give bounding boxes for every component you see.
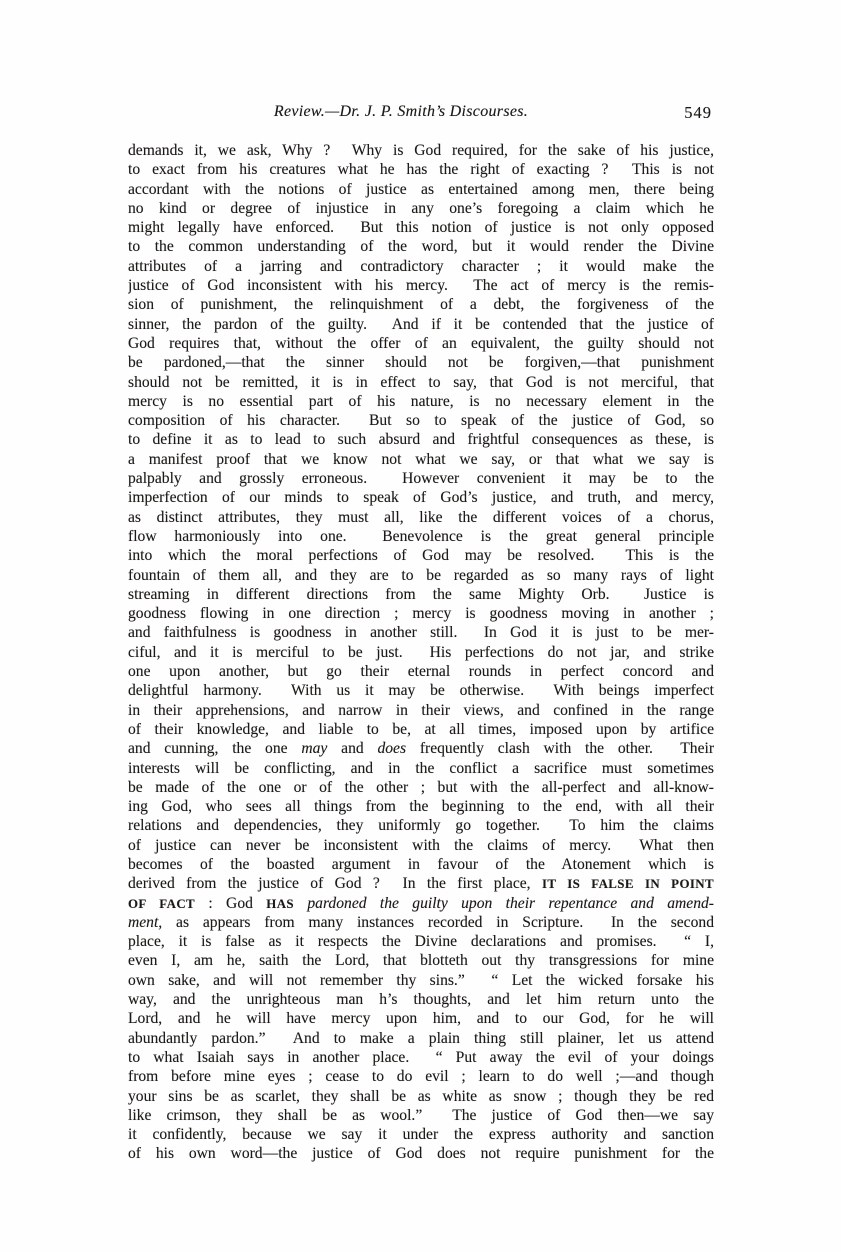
- text-segment: derived from the justice of God ? In the first place,: [128, 875, 542, 893]
- text-segment: in their apprehensions, and narrow in their views, and confined in the range: [128, 701, 714, 719]
- italic-text: does: [377, 740, 407, 758]
- text-line: [128, 681, 714, 700]
- text-line: [128, 816, 714, 835]
- text-line: [128, 411, 714, 430]
- text-line: [128, 932, 714, 951]
- text-line: [128, 237, 714, 256]
- text-line: [128, 218, 714, 237]
- small-caps-text: IT IS FALSE IN POINT: [541, 877, 714, 892]
- text-segment: becomes of the boasted argument in favour of the Atonement which is: [128, 855, 714, 873]
- text-line: [128, 527, 714, 546]
- small-caps-text: OF FACT: [128, 896, 196, 911]
- running-header-title: Review.—Dr. J. P. Smith’s Discourses.: [273, 103, 529, 120]
- text-line: [128, 315, 714, 334]
- text-line: [128, 469, 714, 488]
- text-segment: Lord, and he will have mercy upon him, and to our God, for he will: [128, 1010, 714, 1028]
- text-segment: be made of the one or of the other ; but with the all-perfect and all-know-: [128, 778, 714, 796]
- text-line: [128, 450, 714, 469]
- text-segment: as distinct attributes, they must all, like the different voices of a chorus,: [128, 508, 714, 526]
- text-segment: no kind or degree of injustice in any one’s foregoing a claim which he: [128, 199, 714, 217]
- text-line: [128, 566, 714, 585]
- text-line: [128, 739, 714, 758]
- text-line: [128, 971, 714, 990]
- text-segment: goodness flowing in one direction ; mercy is goodness moving in another ;: [128, 605, 714, 623]
- text-line: [128, 160, 714, 179]
- text-line: [128, 180, 714, 199]
- small-caps-text: HAS: [266, 896, 294, 911]
- text-segment: attributes of a jarring and contradictory character ; it would make the: [128, 257, 714, 275]
- text-segment: as appears from many instances recorded in Scripture. In the second: [162, 913, 714, 931]
- text-segment: and faithfulness is goodness in another still. In God it is just to be mer-: [128, 624, 714, 642]
- running-header: [128, 103, 714, 124]
- text-segment: sion of punishment, the relinquishment of a debt, the forgiveness of the: [128, 296, 714, 314]
- text-segment: of their knowledge, and liable to be, at all times, imposed upon by artifice: [128, 720, 714, 738]
- text-line: [128, 701, 714, 720]
- text-segment: composition of his character. But so to speak of the justice of God, so: [128, 412, 714, 430]
- text-line: [128, 1067, 714, 1086]
- text-line: [128, 1087, 714, 1106]
- text-segment: to define it as to lead to such absurd and frightful consequences as these, is: [128, 431, 714, 449]
- text-line: [128, 373, 714, 392]
- text-segment: streaming in different directions from the same Mighty Orb. Justice is: [128, 585, 714, 603]
- text-segment: [294, 895, 307, 912]
- text-line: [128, 623, 714, 642]
- text-line: [128, 141, 714, 160]
- text-line: [128, 990, 714, 1009]
- italic-text: ment,: [128, 913, 163, 931]
- italic-text: may: [301, 740, 328, 758]
- text-line: [128, 951, 714, 970]
- text-segment: : God: [195, 894, 267, 912]
- text-segment: imperfection of our minds to speak of God’s justice, and truth, and mercy,: [128, 489, 714, 507]
- text-segment: interests will be conflicting, and in the conflict a sacrifice must sometimes: [128, 759, 714, 777]
- text-segment: way, and the unrighteous man h’s thoughts, and let him return unto the: [128, 991, 714, 1009]
- text-line: [128, 662, 714, 681]
- text-line: [128, 855, 714, 874]
- text-line: [128, 1048, 714, 1067]
- text-column: [128, 103, 714, 1164]
- text-line: [128, 759, 714, 778]
- text-line: [128, 276, 714, 295]
- text-segment: and: [327, 740, 378, 758]
- text-line: [128, 797, 714, 816]
- text-line: [128, 1144, 714, 1163]
- text-line: [128, 392, 714, 411]
- text-line: [128, 778, 714, 797]
- text-line: [128, 1009, 714, 1028]
- text-segment: place, it is false as it respects the Divine declarations and promises. “ I,: [128, 933, 714, 951]
- italic-text: pardoned the guilty upon their repentance and amend-: [307, 894, 714, 912]
- text-line: [128, 430, 714, 449]
- text-line: [128, 295, 714, 314]
- text-line: [128, 720, 714, 739]
- text-line: [128, 546, 714, 565]
- text-segment: even I, am he, saith the Lord, that blotteth out thy transgressions for mine: [128, 952, 714, 970]
- text-segment: it confidently, because we say it under the express authority and sanction: [128, 1126, 714, 1144]
- text-segment: sinner, the pardon of the guilty. And if it be contended that the justice of: [128, 315, 714, 333]
- text-segment: accordant with the notions of justice as entertained among men, there being: [128, 180, 714, 198]
- text-segment: to the common understanding of the word, but it would render the Divine: [128, 238, 714, 256]
- text-segment: of justice can never be inconsistent with the claims of mercy. What then: [128, 836, 714, 854]
- text-segment: like crimson, they shall be as wool.” The justice of God then—we say: [128, 1106, 714, 1124]
- text-line: [128, 1106, 714, 1125]
- text-line: [128, 836, 714, 855]
- text-segment: God requires that, without the offer of an equivalent, the guilty should not: [128, 334, 714, 352]
- text-segment: frequently clash with the other. Their: [406, 740, 714, 758]
- text-segment: your sins be as scarlet, they shall be as white as snow ; though they be red: [128, 1087, 714, 1105]
- text-line: [128, 643, 714, 662]
- text-line: [128, 894, 714, 913]
- text-line: [128, 257, 714, 276]
- text-line: [128, 199, 714, 218]
- text-segment: own sake, and will not remember thy sins.” “ Let the wicked forsake his: [128, 971, 714, 989]
- text-line: [128, 1029, 714, 1048]
- text-line: [128, 1125, 714, 1144]
- text-segment: ing God, who sees all things from the beginning to the end, with all their: [128, 798, 714, 816]
- text-segment: should not be remitted, it is in effect to say, that God is not merciful, that: [128, 373, 714, 391]
- text-segment: mercy is no essential part of his nature, is no necessary element in the: [128, 392, 714, 410]
- text-segment: fountain of them all, and they are to be regarded as so many rays of light: [128, 566, 714, 584]
- text-segment: to exact from his creatures what he has the right of exacting ? This is not: [128, 161, 714, 179]
- text-segment: be pardoned,—that the sinner should not be forgiven,—that punishment: [128, 354, 714, 372]
- text-segment: of his own word—the justice of God does not require punishment for the: [128, 1145, 714, 1163]
- text-line: [128, 913, 714, 932]
- body-text: [128, 141, 714, 1164]
- text-segment: ciful, and it is merciful to be just. His perfections do not jar, and strike: [128, 643, 714, 661]
- text-segment: a manifest proof that we know not what we say, or that what we say is: [128, 450, 714, 468]
- text-segment: and cunning, the one: [128, 740, 302, 758]
- text-line: [128, 585, 714, 604]
- page-number: 549: [684, 103, 712, 122]
- text-segment: to what Isaiah says in another place. “ Put away the evil of your doings: [128, 1048, 714, 1066]
- text-segment: delightful harmony. With us it may be otherwise. With beings imperfect: [128, 682, 714, 700]
- text-line: [128, 488, 714, 507]
- text-line: [128, 334, 714, 353]
- text-segment: into which the moral perfections of God may be resolved. This is the: [128, 547, 714, 565]
- text-segment: justice of God inconsistent with his mercy. The act of mercy is the remis-: [128, 277, 714, 295]
- text-segment: relations and dependencies, they uniformly go together. To him the claims: [128, 817, 714, 835]
- text-segment: abundantly pardon.” And to make a plain thing still plainer, let us attend: [128, 1029, 714, 1047]
- text-segment: demands it, we ask, Why ? Why is God required, for the sake of his justice,: [128, 142, 714, 159]
- text-segment: from before mine eyes ; cease to do evil ; learn to do well ;—and though: [128, 1068, 714, 1086]
- text-segment: palpably and grossly erroneous. However convenient it may be to the: [128, 470, 714, 488]
- text-segment: flow harmoniously into one. Benevolence is the great general principle: [128, 527, 714, 545]
- text-line: [128, 508, 714, 527]
- text-segment: one upon another, but go their eternal rounds in perfect concord and: [128, 663, 714, 681]
- text-segment: might legally have enforced. But this notion of justice is not only opposed: [128, 219, 714, 237]
- text-line: [128, 353, 714, 372]
- text-line: [128, 604, 714, 623]
- text-line: [128, 874, 714, 893]
